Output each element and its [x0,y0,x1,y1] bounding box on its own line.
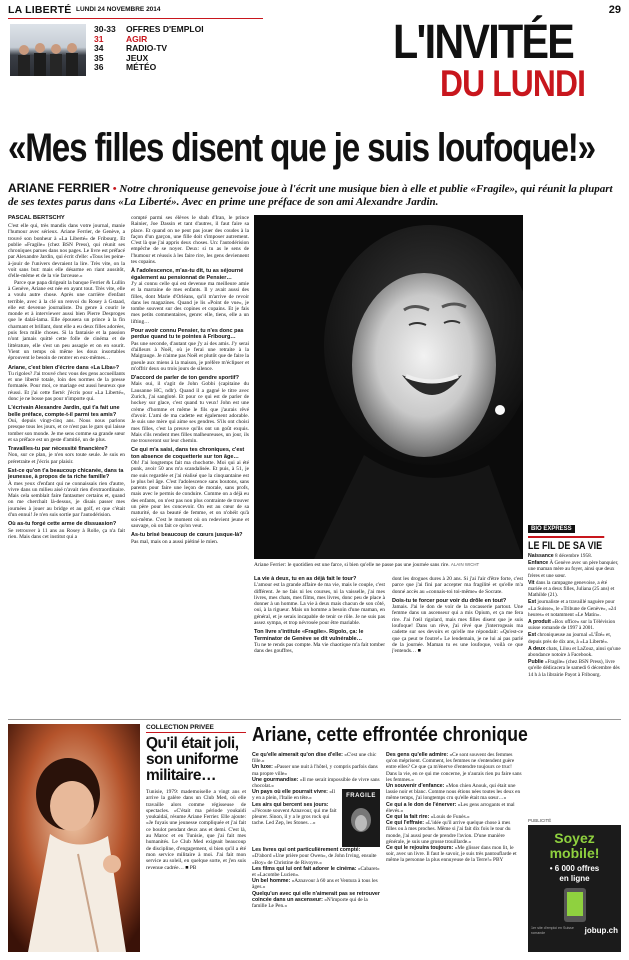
chronique-col-left [252,752,380,952]
portrait-photo-icon [254,215,523,559]
chronique-item: Des gens qu'elle admire: «Ce sont souvent des femmes qu'on méprisent. Comment, les femmes ne s'entendent guère entre elles? Ce que ça m'énerve d'entendre toujours ce truc! Dans la vie, en ce qui me concerne, je n'aurais rien pu faire sans les femmes.» [386,752,522,783]
page-number: 29 [608,4,621,16]
interview-question: D'accord de parler de ton gendre sportif? [131,375,239,382]
phone-icon [528,886,621,926]
article-col-3 [254,576,385,716]
bio-item: Est journaliste et a travaillé naguère pour «La Suisse», le «Tribune de Genève», «24 heures» et notamment «Le Matin». [528,599,616,618]
ad-headline-1: Soyez [554,830,595,846]
interview-question: Ton livre s'intitule «Fragile». Rigolo, ça: le Terminator de Genève se dit vulnérable… [254,629,364,642]
interview-answer: L'amour est la grande affaire de ma vie, mais le couple, c'est différent. Je ne fais ni les courses, ni la vaisselle, j'ai mes livres, mes chats, mes films, mes livres, donc peu de place à donner à un homme. La vie à deux mais chacun de son côté, oui, à la rigueur. Mais un homme a besoin d'une maman, en général, et je serais incapable de tenir ce rôle. Je ne suis pas assez sympa, et trop névrosée pour être mariable. [254,582,385,627]
photo-credit: ALAIN WICHT [450,562,480,567]
toc-thumbnail[interactable] [10,24,86,76]
article-intro: C'est elle qui, très mandis dans votre journal, manie l'humour avec sérieux. Ariane Ferrier, de Genève, a trouvé son bonheur à «La Liberté» de Fribourg. Et publie «Fragile» (chez BSN Press), qui réunit ses chroniques parues dans nos pages. Le livre est préfacé par Alexandre Jardin, qui écrit d'elle: «Tous les peine-à-jouir de l'univers devraient la lire. Très vite, on la voit sans but: mais elle désarme en riant aussitôt, d'elle-même et de la vie farceuse.» [8,223,125,280]
subhead-bullet: • [112,183,117,195]
interview-question: Ce qui m'a saisi, dans tes chroniques, c'est ton absence de coquetterie sur ton âge… [131,447,245,460]
interview-question: La vie à deux, tu en as déjà fait le tour? [254,576,357,582]
chronique-item: Ce qui la fait rire: «Louis de Funès.» [386,814,470,821]
interview-answer: Jamais. J'ai le don de voir de la cocasserie partout. Une femme dans un ascenseur qui a mis Opium, et ça me fera rire. J'ai l'œil rigolard, mais mes filles disent que je suis loufoque! Dans un rêve, j'ai rêvé que j'interrogeais ma cadette sur ses devoirs et qu'elle me répondait: «Qu'est-ce que ça peut te foutre!» Le lendemain, je ne lui ai pas parlé de la journée. Maman tu es une loufoque, voilà ce que j'entends… ■ [392,604,523,655]
subhead [8,182,621,208]
section-title: L'INVITÉE [393,16,574,69]
section-subtitle: DU LUNDI [440,63,586,104]
bio-title: LE FIL DE SA VIE [528,536,604,553]
interview-question: Est-ce qu'on t'a beaucoup chicanée, dans ta jeunesse, à propos de ta riche famille? [8,467,124,481]
chronique-title: Ariane, cette effrontée chronique [252,724,528,746]
interview-question: L'écrivain Alexandre Jardin, qui t'a fait une belle préface, compte-t-il parmi tes amis? [8,405,120,418]
chronique-item: Les films qui lui ont fait adorer le cinéma: «Cabaret» et «Lacombe Lucien». [252,865,380,879]
chronique-item: Un bel homme: «Aznavour à 60 ans et Ventura à tous les âges.» [252,878,378,891]
bio-item: Naissance 8 décembre 1958. [528,553,592,559]
ad-online: en ligne [559,874,590,883]
interview-question: Travailles-tu par nécessité financière? [8,446,108,453]
interview-answer: Pas une seconde, d'autant que j'y ai des amis. J'y serai d'ailleurs à Noël, où je ferai une retraite à la Maigrauge. Je n'aime pas Noël et plutôt que de faire la gueule aux miens à la maison, je préfère m'éclipser et m'offrir deux ou trois jours de silence. [131,340,249,372]
article-paragraph: Parce que papa dirigeait la banque Ferrier & Lullin à Genève, Ariane est née en ayant tout. Très vite, elle a voulu autre chose. Après une carrière d'enfant terrible, avec à la clé un renvoi du Rosey à Gstaad, elle est devenue journaliste. Du genre à courir le monde et à interviewer aussi bien Pierre Desproges que le dalaï-lama. Elle épousera un prince à la fin charmant et brillant, dont elle a eu deux filles adorées, puis fera mille choses. Si la fantaisie et la passion n'ont jamais quitté cette folle de cinéma et de littérature, elle s'est un peu assagie et on en sourit. Vient un temps où même les doux insortables éprouvent le besoin de rentrer en eux-mêmes… [8,279,125,362]
collection-title: Qu'il était joli, son uniforme militaire… [146,735,239,784]
article-paragraph: compté parmi ses élèves le shah d'Iran, le prince Rainier, Joe Dassin et tant d'autres, il faut faire sa place. Et quand on ne peut pas jouer des coudes à la façon d'un garçon, une fille doit s'imposer autrement. C'est là que j'ai appris deux choses. Un: l'autodérision empêche de se noyer. Deux: si tu as le sens de l'humour et réussis à les faire rire, les gens deviennent tes copains. [131,215,249,266]
chronique-item: Ce qui le rejouira toujours: «Me glisser dans mon lit, le soir, avec un livre. Il faut le savoir, je suis très pantouflarde et même la personne la plus ennuyeuse de la Terre!» PBY [386,845,517,864]
chronique-item: Une gourmandise: «Il me serait impossible de vivre sans chocolat.» [252,776,380,790]
vintage-photo-icon [8,724,140,952]
interview-question: Dois-tu te forcer pour voir du drôle en tout? [392,597,507,604]
interview-answer: Oui, depuis vingt-cinq ans. Nous nous parlons presque tous les jours, et ce n'est pas le gars qui laisse tomber son monde. Je me sens comme sa grande sœur et sa préface est un geste d'amitié, un de plus. [8,417,125,443]
chronique-item: Les airs qui bercent ses jours: «J'écoute souvent Aznavour, qui me fait pleurer. Sinon, il y a le gros rock qui tache. Led Zep, les Stones…» [252,801,337,827]
ad-brand: jobup.ch [584,926,618,935]
interview-answer: Oh! J'ai longtemps fait ma chochotte. Moi qui ai été punk, avoir 50 ans m'a scandalisée. Et puis, à 51, je me suis regardée et j'ai réalisé que la cinquantaine est le plus bel âge. C'est l'adolescence sans boutons, sans parents pour faire une leçon de morale, sans profs, mais avec le permis de conduire. Comme on a déjà eu des enfants, on n'est pas non plus contrainte de trouver un père pour les concevoir. On est au cœur de sa maturité, de sa beauté de femme, et on n'obéit qu'à soi-même. C'est le moment où on redevient jeune et sauvage, où on fait ce qu'on veut. [131,459,249,529]
toc [94,25,264,73]
people-photo-icon [10,24,86,76]
interview-answer: Tu rigoles? J'ai trouvé chez vous des gens accueillants et une liberté totale, loin des normes de la presse formatée. Pour moi, ce mariage est aussi heureux que réussi. Et j'ai cette fierté: j'écris pour «La Liberté», donc je ne bosse pas pour n'importe qui. [8,370,125,403]
interview-question: Pour avoir connu Pensier, tu n'es donc pas perdue quand tu te pointes à Fribourg… [131,328,244,341]
bio-express [528,517,621,715]
chronique-item: Un souvenir d'enfance: «Mon chien Anouk, qui était une lassie noir et blanc. Comme nous étions nées toutes les deux en même temps, j'ai longtemps cru qu'elle était ma sœur…» [386,783,521,802]
bio-item: A deux chats, Lilou et LaZouz, ainsi qu'une abondance notoire à Facebook. [528,645,621,659]
toc-row[interactable]: 34 RADIO-TV [94,43,168,53]
chronique-item: Quelqu'un avec qui elle n'aimerait pas se retrouver coincée dans un ascenseur: «N'importe qui de la famille Le Pen.» [252,890,380,910]
book-cover-title: FRAGILE [346,793,376,800]
collection-photo[interactable] [8,724,140,952]
caption-text: Ariane Ferrier: le quotidien est une farce, si bien qu'elle ne passe pas une journée sans rire. [254,562,450,568]
portrait-photo[interactable] [254,215,523,559]
article-col-1 [8,215,125,715]
bio-item: Vit dans la campagne genevoise, a été mariée et a deux filles, Juliana (25 ans) et Mathilde (21). [528,579,615,599]
chronique-item: Ce qu'elle aimerait qu'on dise d'elle: «C'est une chic fille.» [252,752,377,765]
interview-answer: Non, sur ce plan, je n'en sors toute seule. Je suis en préretraite et j'écris par plaisir. [8,452,125,465]
toc-row[interactable]: 35 JEUX [94,52,149,63]
ad-footer: 1er site d'emploi en Suisse romande [531,926,574,935]
chronique-col-right [386,752,522,952]
toc-row[interactable]: 31 AGIR [94,33,148,44]
interview-question: Ariane, c'est bien d'écrire dans «La Liba»? [8,364,120,371]
subhead-text: Notre chroniqueuse genevoise joue à l'écrit une musique bien à elle et publie «Fragile», qui réunit la plupart de ses textes parus dans «La Liberté». Avec en prime une préface de son ami Alexandre Jardin. [8,183,613,208]
toc-row[interactable]: 30-33 OFFRES D'EMPLOI [94,24,204,34]
bio-item: Est chroniqueuse au journal «L'Été» et, depuis près de dix ans, à «La Liberté». [528,632,612,645]
chronique-item: Les livres qui ont particulièrement compté: «D'abord «Une prière pour Owen», de John Irving, ensuite «Boy» de Christine de Rivoyre.» [252,847,377,866]
chronique-item: Ce qui l'effraie: «L'idée qu'il arrive quelque chose à mes filles ou à mes proches. Même si j'ai fait dix fois le tour du monde, j'ai aussi peur de prendre l'avion. D'une manière générale, je suis une grosse trouillarde.» [386,820,511,845]
interview-answer: À mes yeux d'enfant qui ne connaissais rien d'autre, vivre dans un milieu aisé n'avait rien d'extraordinaire. Mais cela semblait faire fantasmer certains et, quand on me cherchait là-dessus, je disais passer mes journées à jouer au bridge et au golf, et que c'était d'un ennui! Je n'en suis sortie par l'autodérision. [8,480,125,519]
book-cover[interactable] [342,789,380,847]
collection-prive [146,724,246,952]
article-paragraph: dont les drogues dures à 20 ans. Si j'ai l'air d'être forte, c'est parce que j'ai fini par accepter ma fragilité et qu'elle m'a donné accès au «connais-toi toi-même» de Socrate. [392,576,523,595]
collection-kicker: COLLECTION PRIVÉE [146,724,246,733]
interview-question: As-tu brisé beaucoup de cœurs jusque-là? [131,532,243,539]
issue-date: LUNDI 24 NOVEMBRE 2014 [76,6,161,13]
masthead [8,4,621,124]
paper-name[interactable]: LA LIBERTÉ [8,4,72,16]
chronique-item: Un luxe: «Passer une nuit à l'hôtel, y compris parfois dans ma propre ville» [252,764,378,777]
section-divider [8,719,621,720]
bio-kicker: BIO EXPRESS [528,525,575,533]
interview-answer: Se retrouver à 11 ans au Rosey à Rolle, ça n'a fait rien. Mais dans cet institut qui a [8,527,125,540]
ad-headline-2: mobile! [549,845,600,861]
advertisement[interactable] [528,825,621,952]
article-col-2 [131,215,249,715]
interview-answer: J'y ai connu celle qui est devenue ma meilleure amie et la marraine de mes enfants. Il y avait aussi des filles, dont Marie d'Orléans, qu'il m'arrive de revoir dans les magazines. Quand je lis «Point de vue», je tombe souvent sur des copines et copains. Et je fais mes petits commentaires, genre: elle, tiens, elle a un lifting… [131,280,249,325]
chronique-item: Un pays où elle pourrait vivre: «Il y en a plein, l'Italie en tête.» [252,789,336,802]
interview-question: À l'adolescence, m'as-tu dit, tu as séjourné également au pensionnat de Pensier… [131,268,244,281]
headline: «Mes filles disent que je suis loufoque!» [8,126,595,170]
subhead-name: ARIANE FERRIER [8,181,111,195]
collection-text: Tunisie, 1979: mademoiselle a vingt ans et arrive la galère dans un Club Med, où elle travaille alors comme régisseuse de spectacles. «C'était ma période youkaidi youkaidaï, résume Ariane Ferrier. Elle ajoute: «Je fuyais une jeunesse compliquée et j'ai fait ce boulot pendant deux ans et demi. C'est là, au Maroc et en Tunisie, que j'ai fait mes humanités. Le Club Med exigeait beaucoup de discipline, d'engagement, si bien qu'il a été mon service militaire à moi. J'ai fait mon service au soleil, en quelque sorte, et j'en suis revenue cadrée… ■ PB [146,789,246,871]
interview-answer: Pas mal, mais on a aussi piétiné le mien. [131,538,219,545]
chronique-item: Ce qui a le don de l'énerver: «Les gens arrogants et mal élevés.» [386,801,515,814]
ad-offers: • 6 000 offres [549,864,600,873]
bio-item: Publie «Fragile» (chez BSN Press), livre qu'elle dédicacera le samedi 6 décembre dès 14 h à la librairie Payot à Fribourg. [528,659,620,678]
ad-label: PUBLICITÉ [528,818,552,823]
book-portrait-icon [342,803,380,843]
interview-answer: Mais oui, il s'agit de John Gobbi (capitaine du Lausanne HC, ndlr). Quand il a gagné le titre avec Zurich, j'ai sangloté. Et pour ce qui est de parler de hockey sur glace, c'est quand tu veux! John est une crème d'homme et même le fils que j'aurais rêvé d'avoir. L'ami de ma cadette est également adorable. Je suis une mère qui aime ses gendres. S'ils ont choisi mes filles, c'est la preuve qu'ils ont un goût exquis. Mais s'ils rendent mes filles malheureuses, un jour, ils me trouveront sur leur chemin. [131,381,249,445]
article-col-4 [392,576,523,716]
bio-item: Enfance À Genève avec un père banquier, une maman mère au foyer, ainsi que deux frères et une sœur. [528,560,619,579]
interview-answer: Tu ne te rends pas compte. Ma vie chaotique m'a fait tomber dans des gouffres, [254,641,385,655]
toc-row[interactable]: 36 MÉTÉO [94,62,157,72]
photo-caption [254,562,523,568]
masthead-rule [8,18,263,19]
byline: PASCAL BERTSCHY [8,215,65,221]
bio-item: A produit «Box office» sur la Télévision suisse romande de 1997 à 2001. [528,619,616,632]
interview-question: Où as-tu forgé cette arme de dissuasion? [8,521,117,528]
